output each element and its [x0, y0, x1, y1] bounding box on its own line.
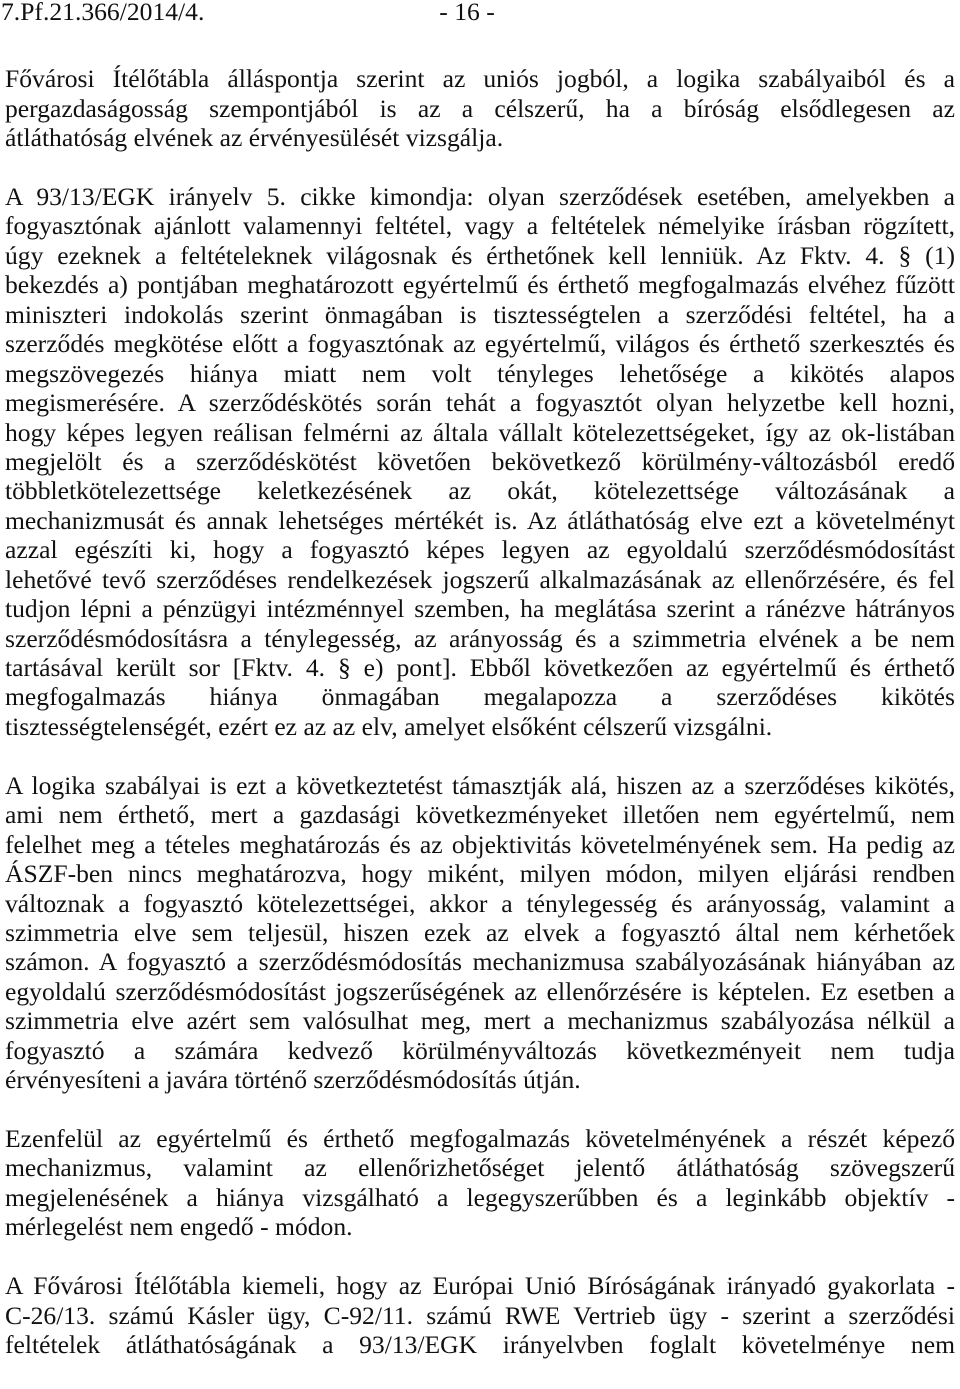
paragraph-2: [5, 182, 955, 741]
paragraph-line: pergazdaságosság szempontjából is az a célszerű, ha a bíróság elsődlegesen az: [5, 93, 955, 123]
paragraph-line: szimmetria elve azért sem valósulhat meg, mert a mechanizmus szabályozása nélkül a: [5, 1006, 955, 1036]
paragraph-line: változnak a fogyasztó kötelezettségei, akkor a ténylegesség és arányosság, valamint a: [5, 888, 955, 918]
page-header: [0, 0, 960, 24]
paragraph-1: [5, 64, 955, 152]
paragraph-line: szerződés megkötése előtt a fogyasztónak az egyértelmű, világos és érthető szerkesztés és: [5, 329, 955, 359]
paragraph-line: A 93/13/EGK irányelv 5. cikke kimondja: olyan szerződések esetében, amelyekben a: [5, 182, 955, 212]
paragraph-line: számon. A fogyasztó a szerződésmódosítás mechanizmusa szabályozásának hiányában az: [5, 947, 955, 977]
paragraph-line: A Fővárosi Ítélőtábla kiemeli, hogy az Európai Unió Bíróságának irányadó gyakorlata -: [5, 1271, 955, 1301]
paragraph-line: többletkötelezettsége keletkezésének az okát, kötelezettsége változásának a: [5, 476, 955, 506]
paragraph-line: átláthatóság elvének az érvényesülését vizsgálja.: [5, 123, 504, 153]
paragraph-line: ÁSZF-ben nincs meghatározva, hogy miként, milyen módon, milyen eljárási rendben: [5, 859, 955, 889]
paragraph-line: C-26/13. számú Kásler ügy, C-92/11. számú RWE Vertrieb ügy - szerint a szerződési: [5, 1300, 955, 1330]
paragraph-line: lehetővé tevő szerződéses rendelkezések jogszerű alkalmazásának az ellenőrzésére, és fel: [5, 564, 955, 594]
document-body: [5, 64, 955, 1389]
paragraph-line: tisztességtelenségét, ezért ez az az elv, amelyet elsőként célszerű vizsgálni.: [5, 711, 773, 741]
paragraph-line: hogy képes legyen reálisan felmérni az általa vállalt kötelezettségeket, így az ok-listában: [5, 417, 955, 447]
paragraph-line: Fővárosi Ítélőtábla álláspontja szerint az uniós jogból, a logika szabályaiból és a: [5, 64, 955, 94]
paragraph-line: megismerésére. A szerződéskötés során tehát a fogyasztót olyan helyzetbe kell hozni,: [5, 388, 955, 418]
paragraph-line: szimmetria elve sem teljesül, hiszen ezek az elvek a fogyasztó által nem kérhetőek: [5, 917, 955, 947]
paragraph-line: Ezenfelül az egyértelmű és érthető megfogalmazás követelményének a részét képező: [5, 1124, 955, 1154]
paragraph-line: úgy ezeknek a feltételeknek világosnak és érthetőnek kell lenniük. Az Fktv. 4. § (1): [5, 240, 955, 270]
paragraph-line: feltételek átláthatóságának a 93/13/EGK irányelvben foglalt követelménye nem: [5, 1330, 955, 1360]
paragraph-line: egyoldalú szerződésmódosítást jogszerűségének az ellenőrzésére is képtelen. Ez esetben a: [5, 976, 955, 1006]
paragraph-line: mechanizmus, valamint az ellenőrizhetőséget jelentő átláthatóság szövegszerű: [5, 1153, 955, 1183]
case-number: 7.Pf.21.366/2014/4.: [1, 0, 205, 26]
paragraph-4: [5, 1124, 955, 1242]
paragraph-line: megfogalmazás hiánya önmagában megalapozza a szerződéses kikötés: [5, 682, 955, 712]
paragraph-5: [5, 1271, 955, 1359]
paragraph-line: mechanizmusát és annak lehetséges mértékét is. Az átláthatóság elve ezt a követelményt: [5, 505, 955, 535]
paragraph-line: megszövegezés hiánya miatt nem volt tényleges lehetősége a kikötés alapos: [5, 358, 955, 388]
paragraph-line: mérlegelést nem engedő - módon.: [5, 1212, 353, 1242]
paragraph-3: [5, 771, 955, 1095]
paragraph-line: azzal egészíti ki, hogy a fogyasztó képes legyen az egyoldalú szerződésmódosítást: [5, 535, 955, 565]
paragraph-line: szerződésmódosításra a ténylegesség, az arányosság és a szimmetria elvének a be nem: [5, 623, 955, 653]
page-number: - 16 -: [439, 0, 495, 26]
paragraph-line: A logika szabályai is ezt a következtetést támasztják alá, hiszen az a szerződéses kikötés,: [5, 770, 955, 800]
paragraph-line: tudjon lépni a pénzügyi intézménnyel szemben, ha meglátása szerint a ránézve hátrányos: [5, 594, 955, 624]
paragraph-line: megjelenésének a hiánya vizsgálható a legegyszerűbben és a leginkább objektív -: [5, 1182, 955, 1212]
paragraph-line: tartásával került sor [Fktv. 4. § e) pont]. Ebből következően az egyértelmű és érthető: [5, 653, 955, 683]
paragraph-line: fogyasztó a számára kedvező körülményváltozás következményeit nem tudja: [5, 1035, 955, 1065]
paragraph-line: érvényesíteni a javára történő szerződésmódosítás útján.: [5, 1065, 581, 1095]
paragraph-line: bekezdés a) pontjában meghatározott egyértelmű és érthető megfogalmazás elvéhez fűzött: [5, 270, 955, 300]
paragraph-line: felelhet meg a tételes meghatározás és az objektivitás követelményének sem. Ha pedig az: [5, 829, 955, 859]
paragraph-line: megjelölt és a szerződéskötést követően bekövetkező körülmény-változásból eredő: [5, 446, 955, 476]
paragraph-line: fogyasztónak ajánlott valamennyi feltétel, vagy a feltételek némelyike írásban rögzített,: [5, 211, 955, 241]
paragraph-line: ami nem érthető, mert a gazdasági következményeket illetően nem egyértelmű, nem: [5, 800, 955, 830]
paragraph-line: miniszteri indokolás szerint önmagában is tisztességtelen a szerződési feltétel, ha a: [5, 299, 955, 329]
